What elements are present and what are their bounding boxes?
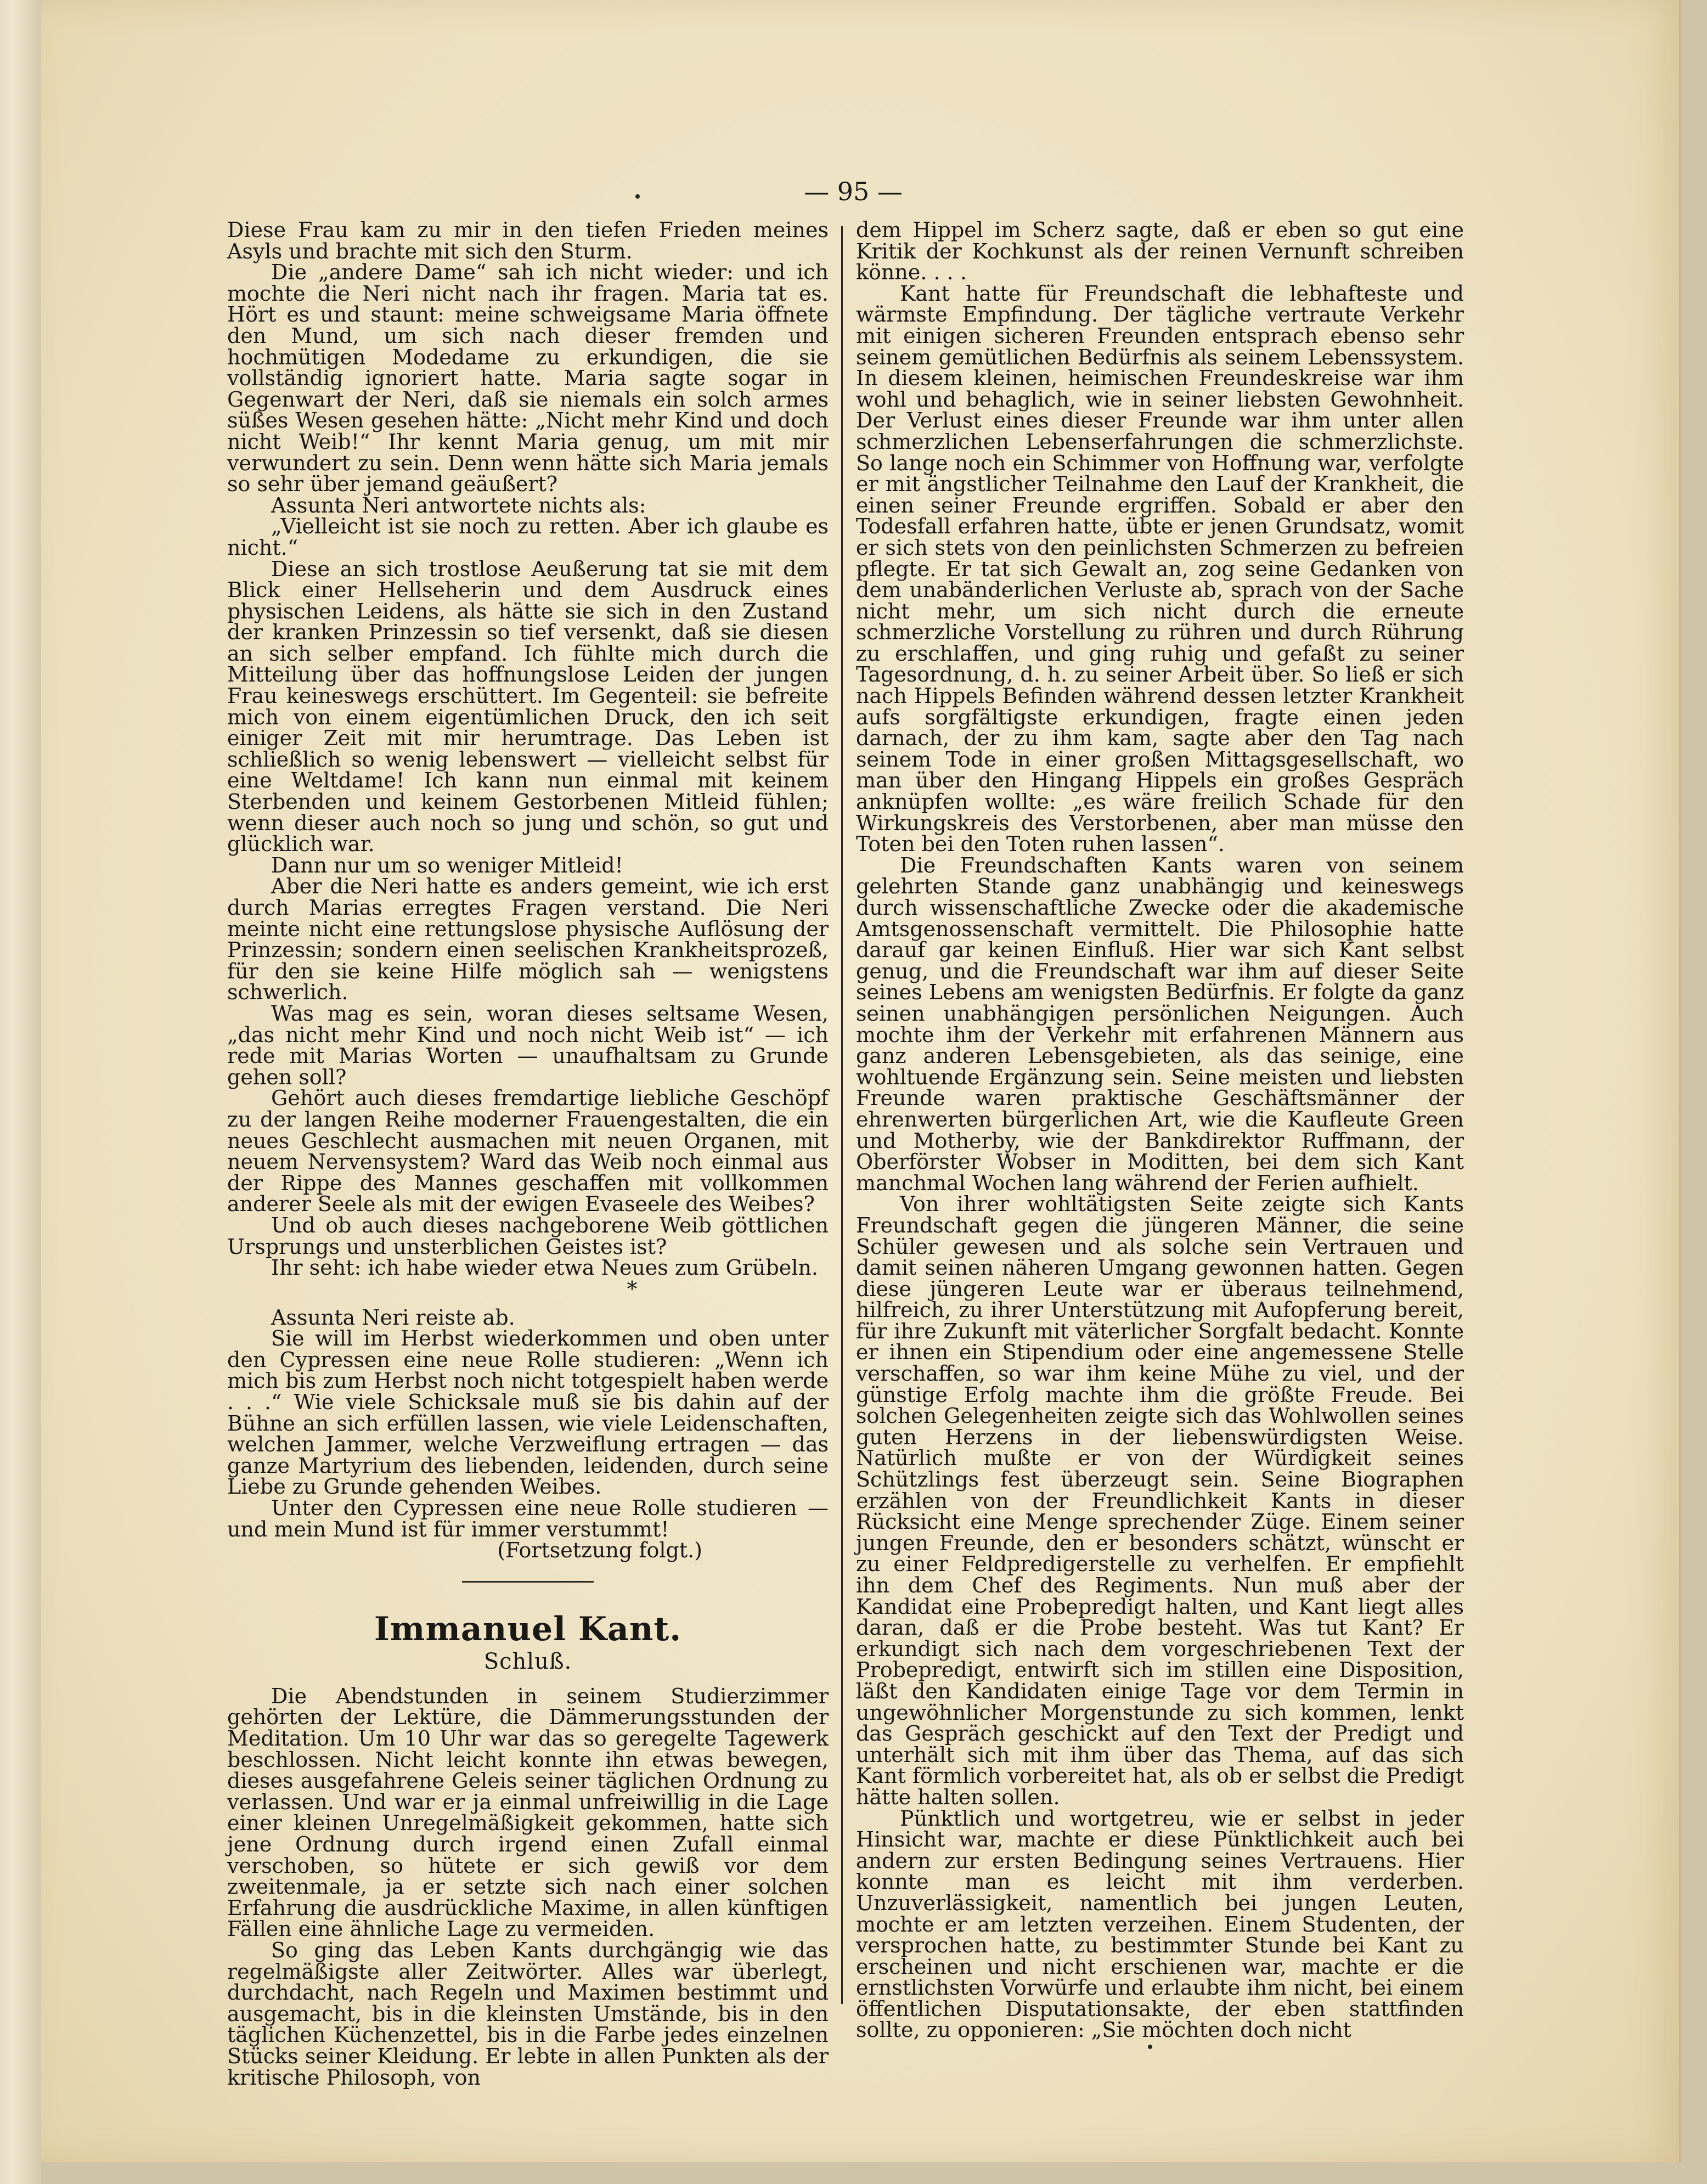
paragraph: Assunta Neri antwortete nichts als: <box>271 493 646 517</box>
paragraph: Pünktlich und wortgetreu, wie er selbst in jeder Hinsicht war, machte er diese Pünktlichkeit auch bei andern zur ersten Bedingung seines Vertrauens. Hier konnte man es leicht mit ihm verderben. Unzuverlässigkeit, namentlich bei jungen Leuten, mochte er am letzten verzeihen. Einem Studenten, der versprochen hatte, zu bestimmter Stunde bei Kant zu erscheinen und nicht erschienen war, machte er die ernstlichsten Vorwürfe und erlaubte ihm nicht, bei einem öffentlichen Disputationsakte, der eben stattfinden sollte, zu opponieren: „Sie möchten doch nicht <box>856 1806 1464 2042</box>
paragraph: Sie will im Herbst wiederkommen und oben unter den Cypressen eine neue Rolle studieren: „Wenn ich mich bis zum Herbst noch nicht totgespielt haben werde . . .“ Wie viele Schicksale muß sie bis dahin auf der Bühne an sich erfüllen lassen, wie viele Leidenschaften, welchen Jammer, welche Verzweiflung ertragen — das ganze Martyrium des liebenden, leidenden, durch seine Liebe zu Grunde gehenden Weibes. <box>227 1326 829 1499</box>
left-column <box>227 218 829 2090</box>
paragraph: Dann nur um so weniger Mitleid! <box>271 853 623 877</box>
print-dot <box>635 194 640 199</box>
paragraph: Die „andere Dame“ sah ich nicht wieder: und ich mochte die Neri nicht nach ihr fragen. Maria tat es. Hört es und staunt: meine schweigsame Maria öffnete den Mund, um sich nach dieser fremden und hochmütigen Modedame zu erkundigen, die sie vollständig ignoriert hatte. Maria sagte sogar in Gegenwart der Neri, daß sie niemals ein solch armes süßes Wesen gesehen hätte: „Nicht mehr Kind und doch nicht Weib!“ Ihr kennt Maria genug, um mit mir verwundert zu sein. Denn wenn hätte sich Maria jemals so sehr über jemand geäußert? <box>227 260 829 497</box>
continuation-note: (Fortsetzung folgt.) <box>497 1538 702 1563</box>
column-rule <box>841 226 843 2004</box>
binding-gutter <box>0 0 41 2184</box>
paragraph: Die Freundschaften Kants waren von seinem gelehrten Stande ganz unabhängig und keineswegs durch wissenschaftliche Zwecke oder die akademische Amtsgenossenschaft vermittelt. Die Philosophie hatte darauf gar keinen Einfluß. Hier war sich Kant selbst genug, und die Freundschaft war ihm auf dieser Seite seines Lebens am wenigsten Bedürfnis. Er folgte da ganz seinen unabhängigen persönlichen Neigungen. Auch mochte ihm der Verkehr mit erfahrenen Männern aus ganz anderen Lebensgebieten, als das seinige, eine wohltuende Ergänzung sein. Seine meisten und liebsten Freunde waren praktische Geschäftsmänner der ehrenwerten bürgerlichen Art, wie die Kaufleute Green und Motherby, wie der Bankdirektor Ruffmann, der Oberförster Wobser in Moditten, bei dem sich Kant manchmal Wochen lang während der Ferien aufhielt. <box>856 853 1464 1195</box>
paragraph: Diese an sich trostlose Aeußerung tat sie mit dem Blick einer Hellseherin und dem Ausdruck eines physischen Leidens, als hätte sie sich in den Zustand der kranken Prinzessin so tief versenkt, daß sie diesen an sich selber empfand. Ich fühlte mich durch die Mitteilung über das hoffnungslose Leiden der jungen Frau keineswegs erschüttert. Im Gegenteil: sie befreite mich von einem eigentümlichen Druck, den ich seit einiger Zeit mit mir herumtrage. Das Leben ist schließlich so wenig lebenswert — vielleicht selbst für eine Weltdame! Ich kann nun einmal mit keinem Sterbenden und keinem Gestorbenen Mitleid fühlen; wenn dieser auch noch so jung und schön, so gut und glücklich war. <box>227 556 829 857</box>
paragraph: Was mag es sein, woran dieses seltsame Wesen, „das nicht mehr Kind und noch nicht Weib ist“ — ich rede mit Marias Worten — unaufhaltsam zu Grunde gehen soll? <box>227 1001 829 1089</box>
paragraph: Kant hatte für Freundschaft die lebhafteste und wärmste Empfindung. Der tägliche vertraute Verkehr mit einigen sicheren Freunden entsprach ebenso sehr seinem gemütlichen Bedürfnis als seinem Lebenssystem. In diesem kleinen, heimischen Freundeskreise war ihm wohl und behaglich, wie in seiner liebsten Gewohnheit. Der Verlust eines dieser Freunde war ihm unter allen schmerzlichen Lebenserfahrungen die schmerzlichste. So lange noch ein Schimmer von Hoffnung war, verfolgte er mit ängstlicher Teilnahme den Lauf der Krankheit, die einen seiner Freunde ergriffen. Sobald er aber den Todesfall erfahren hatte, übte er jenen Grundsatz, womit er sich stets von den peinlichsten Schmerzen zu befreien pflegte. Er tat sich Gewalt an, zog seine Gedanken von dem unabänderlichen Verluste ab, sprach von der Sache nicht mehr, um sich nicht durch die erneute schmerzliche Vorstellung zu rühren und durch Rührung zu erschlaffen, und ging ruhig und gefaßt zu seiner Tagesordnung, d. h. zu seiner Arbeit über. So ließ er sich nach Hippels Befinden während dessen letzter Krankheit aufs sorgfältigste erkundigen, fragte einen jeden darnach, der zu ihm kam, sagte aber den Tag nach seinem Tode in einer großen Mittagsgesellschaft, wo man über den Hingang Hippels ein großes Gespräch anknüpfen wollte: „es wäre freilich Schade für den Wirkungskreis des Verstorbenen, aber man müsse den Toten bei den Toten ruhen lassen“. <box>856 281 1464 857</box>
paragraph: Von ihrer wohltätigsten Seite zeigte sich Kants Freundschaft gegen die jüngeren Männer, die seine Schüler gewesen und als solche sein Vertrauen und damit seinen näheren Umgang gewonnen hatten. Gegen diese jüngeren Leute war er überaus teilnehmend, hilfreich, zu ihrer Unterstützung mit Aufopferung bereit, für ihre Zukunft mit väterlicher Sorgfalt bedacht. Konnte er ihnen ein Stipendium oder eine angemessene Stelle verschaffen, so war ihm keine Mühe zu viel, und der günstige Erfolg machte ihm die größte Freude. Bei solchen Gelegenheiten zeigte sich das Wohlwollen seines guten Herzens in der liebenswürdigsten Weise. Natürlich mußte er von der Würdigkeit seines Schützlings fest überzeugt sein. Seine Biographen erzählen von der Freundlichkeit Kants in dieser Rücksicht eine Menge sprechender Züge. Einem seiner jungen Freunde, den er besonders schätzt, wünscht er zu einer Feldpredigerstelle zu verhelfen. Er empfiehlt ihn dem Chef des Regiments. Nun muß aber der Kandidat eine Probepredigt halten, und Kant liegt alles daran, daß er die Probe besteht. Was tut Kant? Er erkundigt sich nach dem vorgeschriebenen Text der Probepredigt, entwirft sich im stillen eine Disposition, läßt den Kandidaten einige Tage vor dem Termin in ungewöhnlicher Morgenstunde zu sich kommen, lenkt das Gespräch geschickt auf den Text der Predigt und unterhält sich mit ihm über das Thema, auf das sich Kant förmlich vorbereitet hat, als ob er selbst die Predigt hätte halten sollen. <box>856 1192 1464 1809</box>
paragraph: So ging das Leben Kants durchgängig wie das regelmäßigste aller Zeitwörter. Alles war überlegt, durchdacht, nach Regeln und Maximen bestimmt und ausgemacht, bis in die kleinsten Umstände, bis in den täglichen Küchenzettel, bis in die Farbe jedes einzelnen Stücks seiner Kleidung. Er lebte in allen Punkten als der kritische Philosoph, von <box>227 1938 829 2090</box>
paragraph: dem Hippel im Scherz sagte, daß er eben so gut eine Kritik der Kochkunst als der reinen Vernunft schreiben könne. . . . <box>856 218 1464 285</box>
paragraph: Die Abendstunden in seinem Studierzimmer gehörten der Lektüre, die Dämmerungsstunden der Meditation. Um 10 Uhr war das so geregelte Tagewerk beschlossen. Nicht leicht konnte ihn etwas bewegen, dieses ausgefahrene Geleis seiner täglichen Ordnung zu verlassen. Und war er ja einmal unfreiwillig in die Lage einer kleinen Unregelmäßigkeit gekommen, hatte sich jene Ordnung durch irgend einen Zufall einmal verschoben, so hütete er sich gewiß vor dem zweitenmale, ja er setzte sich nach einer solchen Erfahrung die ausdrückliche Maxime, in allen künftigen Fällen eine ähnliche Lage zu vermeiden. <box>227 1684 829 1941</box>
heading-rule <box>462 1581 594 1583</box>
print-dot <box>1148 2045 1152 2049</box>
paragraph: Unter den Cypressen eine neue Rolle studieren — und mein Mund ist für immer verstummt! <box>227 1496 829 1541</box>
paragraph: Ihr seht: ich habe wieder etwa Neues zum Grübeln. <box>271 1256 818 1280</box>
article-title: Immanuel Kant. <box>374 1609 682 1648</box>
paragraph: Gehört auch dieses fremdartige liebliche Geschöpf zu der langen Reihe moderner Frauengestalten, die ein neues Geschlecht ausmachen mit neuen Organen, mit neuem Nervensystem? Ward das Weib noch einmal aus der Rippe des Mannes geschaffen mit vollkommen anderer Seele als mit der ewigen Evaseele des Weibes? <box>227 1086 829 1217</box>
paragraph: Assunta Neri reiste ab. <box>271 1305 515 1330</box>
paragraph: Diese Frau kam zu mir in den tiefen Frieden meines Asyls und brachte mit sich den Sturm. <box>227 218 829 263</box>
paragraph: Aber die Neri hatte es anders gemeint, wie ich erst durch Marias erregtes Fragen verstand. Die Neri meinte nicht eine rettungslose physische Auflösung der Prinzessin; sondern einen seelischen Krankheitsprozeß, für den sie keine Hilfe möglich sah — wenigstens schwerlich. <box>227 874 829 1005</box>
paragraph: Und ob auch dieses nachgeborene Weib göttlichen Ursprungs und unsterblichen Geistes ist? <box>227 1213 829 1259</box>
right-column <box>856 218 1464 2042</box>
paragraph: „Vielleicht ist sie noch zu retten. Aber ich glaube es nicht.“ <box>227 514 829 560</box>
article-subtitle: Schluß. <box>483 1648 572 1674</box>
page-number: — 95 — <box>804 177 903 206</box>
section-separator: * <box>627 1276 638 1301</box>
